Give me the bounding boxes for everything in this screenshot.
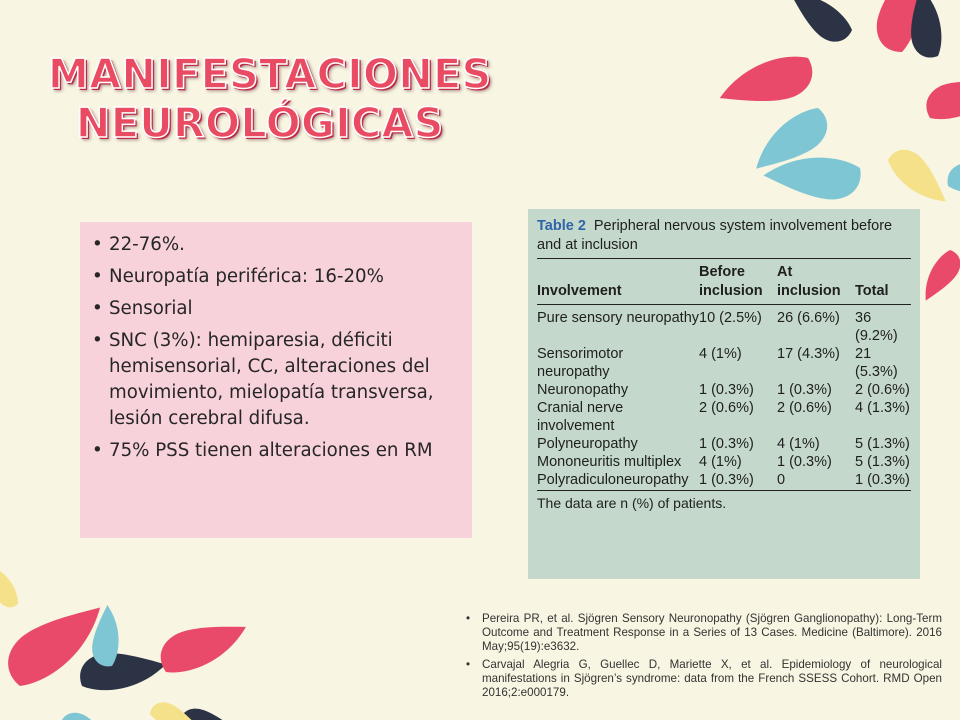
involvement-table	[537, 259, 911, 491]
column-header: At inclusion	[777, 264, 841, 299]
table-row	[537, 305, 911, 346]
bullet-item: • 22-76%.	[92, 232, 468, 258]
table-cell: 5 (1.3%)	[855, 436, 910, 452]
table-cell: 2 (0.6%)	[855, 382, 910, 398]
data-table-image	[528, 209, 920, 579]
table-cell: 4 (1%)	[777, 436, 820, 452]
bullet-item: • SNC (3%): hemiparesia, déficiti hemisensorial, CC, alteraciones del movimiento, mielopatía transversa, lesión cerebral difusa.	[92, 328, 468, 432]
table-cell: 4 (1%)	[699, 346, 742, 362]
table-cell: Neuronopathy	[537, 382, 629, 398]
table-cell: 1 (0.3%)	[777, 382, 832, 398]
bullet-item: • Sensorial	[92, 296, 468, 322]
petal-pink	[926, 250, 960, 301]
table-cell: 26 (6.6%)	[777, 310, 840, 326]
column-header: Involvement	[537, 283, 622, 299]
bullet-box	[80, 222, 472, 538]
table-cell: 1 (0.3%)	[699, 472, 754, 488]
column-header: Total	[855, 283, 889, 299]
slide-title	[48, 50, 492, 148]
table-row	[537, 399, 911, 435]
petal-yellow	[883, 147, 954, 202]
table-cell: 1 (0.3%)	[699, 382, 754, 398]
table-cell: 1 (0.3%)	[777, 454, 832, 470]
bullet-item: • Neuropatía periférica: 16-20%	[92, 264, 468, 290]
table-cell: 5 (1.3%)	[855, 454, 910, 470]
table-footnote: The data are n (%) of patients.	[537, 495, 727, 511]
reference-item: • Pereira PR, et al. Sjögren Sensory Neuronopathy (Sjögren Ganglionopathy): Long-Term Outcome and Treatment Response in a Series of 13 Cases. Medicine (Baltimore). 2016 May;95(19):e3632.	[466, 612, 942, 654]
table-cell: 4 (1%)	[699, 454, 742, 470]
table-cell: 1 (0.3%)	[699, 436, 754, 452]
title-line-1: MANIFESTACIONES	[48, 50, 492, 98]
table-cell: Polyneuropathy	[537, 436, 638, 452]
table-cell: 21 (5.3%)	[855, 346, 898, 380]
column-header: Before inclusion	[699, 264, 763, 299]
petal-blue	[60, 713, 115, 720]
table-cell: 10 (2.5%)	[699, 310, 762, 326]
table-cell: Cranial nerve involvement	[537, 400, 624, 434]
table-header-row	[537, 259, 911, 305]
title-line-2: NEUROLÓGICAS	[76, 99, 444, 147]
petal-pink	[918, 52, 960, 141]
table-cell: 17 (4.3%)	[777, 346, 840, 362]
table-caption-text: Peripheral nervous system involvement before and at inclusion	[537, 218, 893, 253]
table-row	[537, 381, 911, 399]
reference-item: • Carvajal Alegria G, Guellec D, Mariette X, et al. Epidemiology of neurological manifestations in Sjögren’s syndrome: data from the French SSESS Cohort. RMD Open 2016;2:e000179.	[466, 658, 942, 700]
table-label: Table 2	[537, 218, 586, 234]
table-cell: 4 (1.3%)	[855, 400, 910, 416]
table-cell: 0	[777, 472, 786, 488]
table-cell: 1 (0.3%)	[855, 472, 910, 488]
bullet-item: • 75% PSS tienen alteraciones en RM	[92, 438, 468, 464]
bullet-list	[80, 222, 472, 464]
table-cell: Polyradiculoneuropathy	[537, 472, 689, 488]
table-caption	[537, 217, 911, 255]
petal-navy	[787, 0, 855, 43]
table-cell: 2 (0.6%)	[777, 400, 832, 416]
table-cell: 2 (0.6%)	[699, 400, 754, 416]
table-row	[537, 471, 911, 491]
table-cell: Mononeuritis multiplex	[537, 454, 682, 470]
table-row	[537, 345, 911, 381]
table-row	[537, 435, 911, 453]
table-cell: Sensorimotor neuropathy	[537, 346, 624, 380]
petal-pink	[152, 594, 246, 694]
petal-blue	[941, 142, 960, 213]
petal-yellow	[0, 566, 28, 611]
table-cell: Pure sensory neuropathy	[537, 310, 700, 326]
references-list	[466, 612, 942, 704]
table-row	[537, 453, 911, 471]
table-cell: 36 (9.2%)	[855, 310, 898, 344]
